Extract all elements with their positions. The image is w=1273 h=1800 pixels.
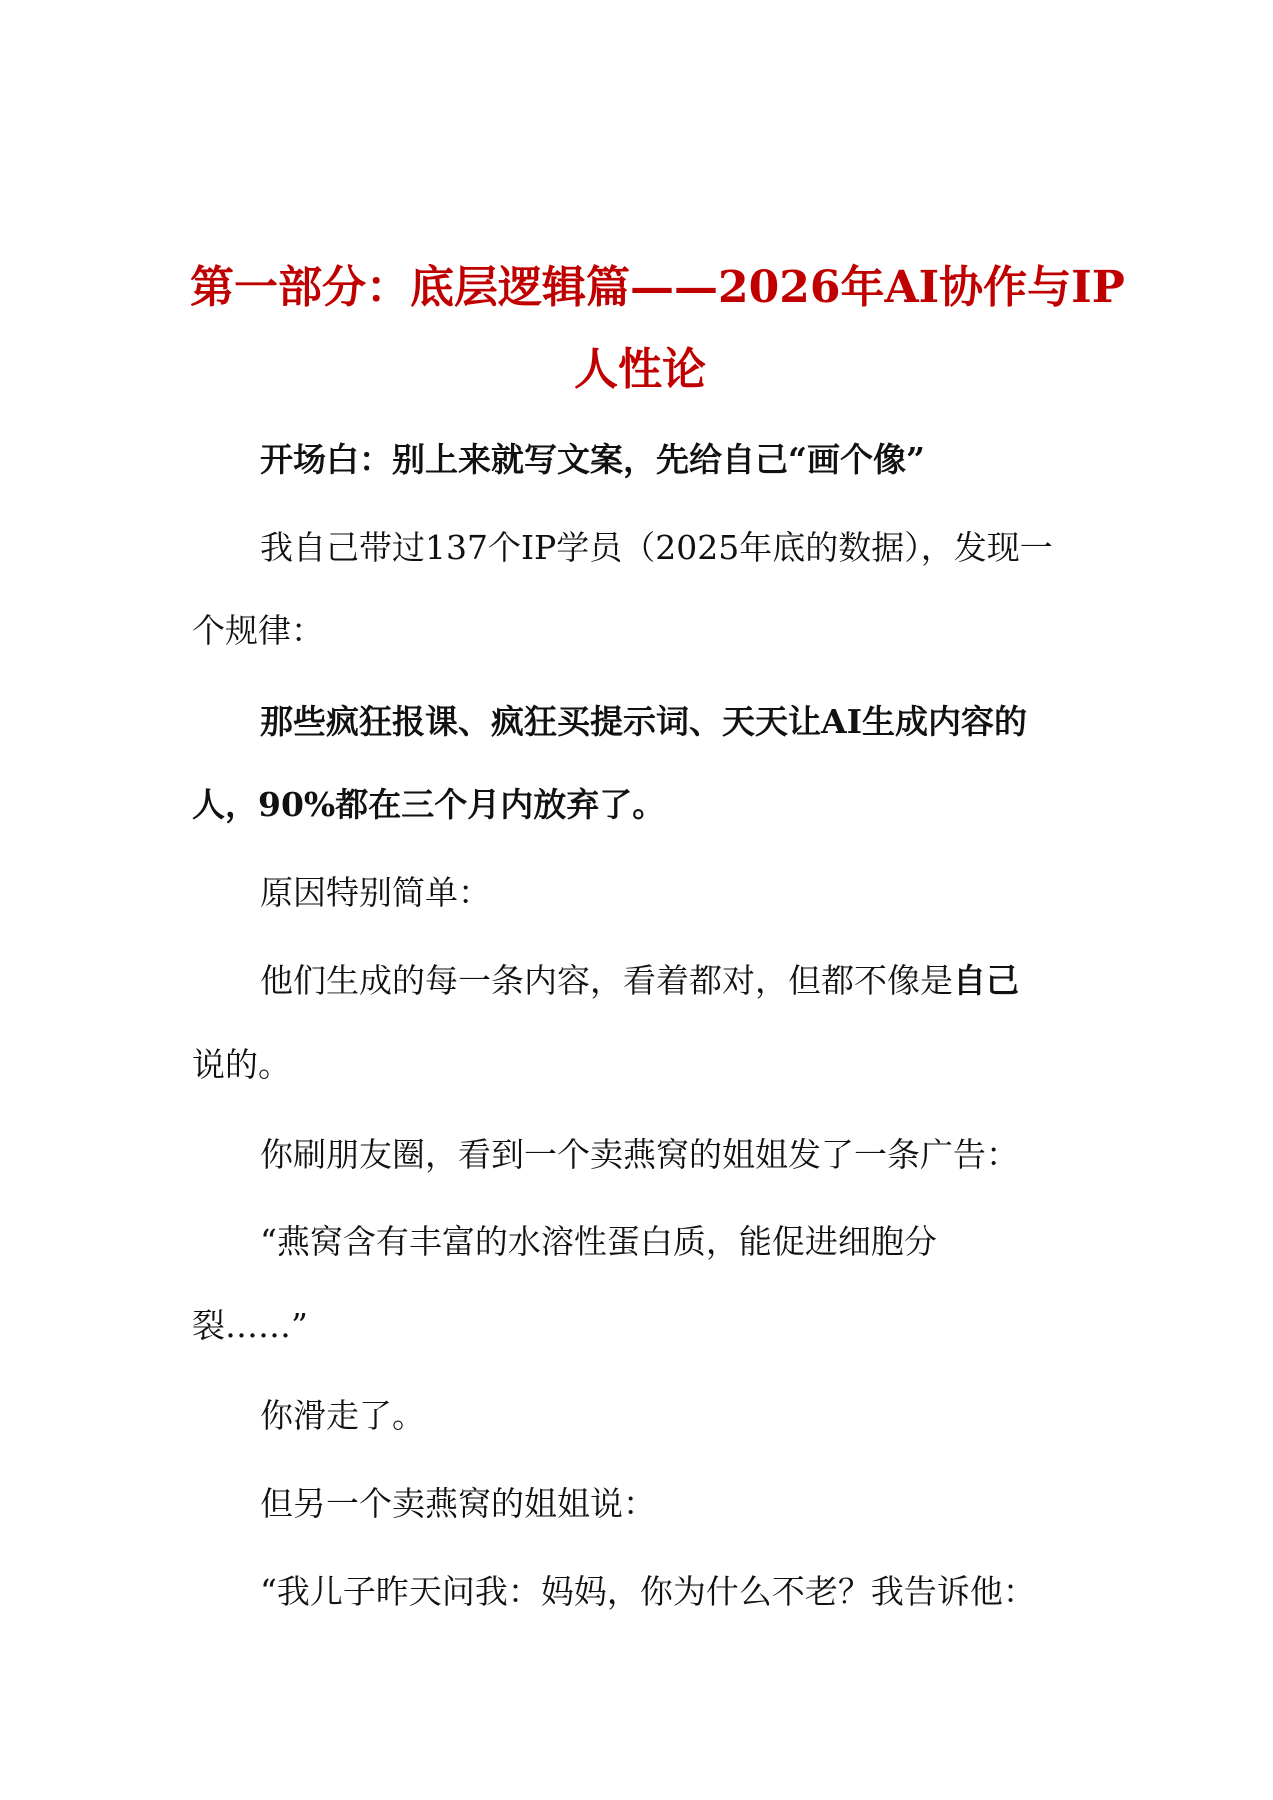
paragraph-4-normal-text: 他们生成的每一条内容，看着都对，但都不像是 — [260, 961, 953, 1000]
paragraph-1-line-1: 我自己带过137个IP学员（2025年底的数据），发现一 — [260, 528, 1053, 567]
chapter-title-line-2: 人性论 — [574, 344, 706, 395]
paragraph-4-line-2: 说的。 — [192, 1045, 291, 1084]
chapter-title-line-1: 第一部分：底层逻辑篇——2026年AI协作与IP — [190, 262, 1125, 313]
paragraph-4-bold-text: 自己 — [953, 961, 1019, 1000]
paragraph-8: 但另一个卖燕窝的姐姐说： — [260, 1484, 656, 1523]
paragraph-2-line-2: 人，90%都在三个月内放弃了。 — [192, 785, 666, 824]
section-heading: 开场白：别上来就写文案，先给自己“画个像” — [260, 440, 925, 479]
paragraph-5: 你刷朋友圈，看到一个卖燕窝的姐姐发了一条广告： — [260, 1135, 1019, 1174]
paragraph-1-line-2: 个规律： — [192, 611, 324, 650]
paragraph-9: “我儿子昨天问我：妈妈，你为什么不老？我告诉他： — [260, 1572, 1036, 1611]
paragraph-7: 你滑走了。 — [260, 1396, 425, 1435]
paragraph-3: 原因特别简单： — [260, 873, 491, 912]
paragraph-6-line-2: 裂……” — [192, 1306, 308, 1345]
paragraph-6-line-1: “燕窝含有丰富的水溶性蛋白质，能促进细胞分 — [260, 1222, 937, 1261]
paragraph-2-line-1: 那些疯狂报课、疯狂买提示词、天天让AI生成内容的 — [260, 702, 1028, 741]
paragraph-4-line-1 — [260, 959, 1019, 1003]
